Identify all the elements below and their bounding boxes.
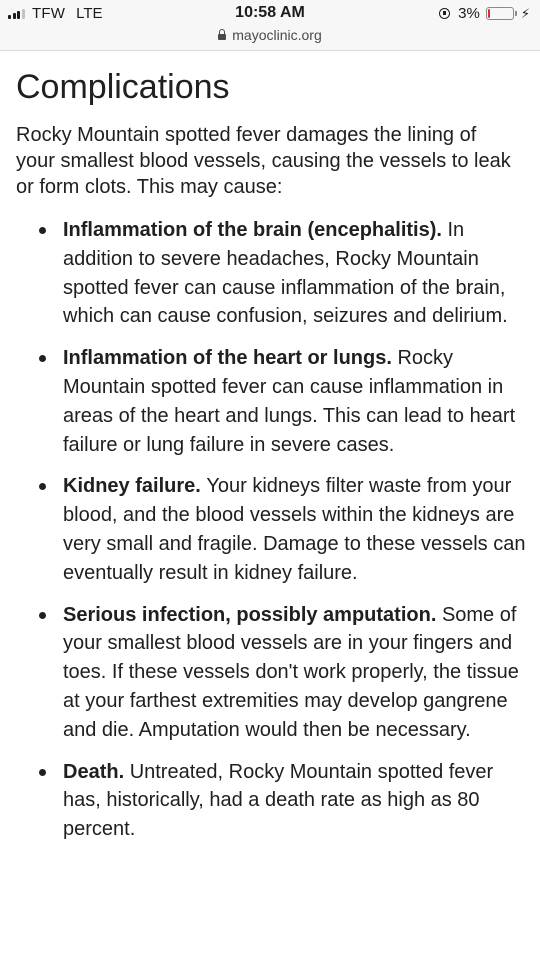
lock-icon (218, 34, 226, 40)
item-title: Inflammation of the brain (encephalitis). (63, 219, 448, 241)
bullet-icon (39, 355, 46, 362)
bullet-icon (39, 612, 46, 619)
item-text: Untreated, Rocky Mountain spotted fever has, historically, had a death rate as high as 80 percent. (63, 760, 494, 841)
item-text: Rocky Mountain spotted fever can cause inflammation in areas of the heart and lungs. This can lead to heart failure or lung failure in severe cases. (63, 347, 516, 456)
item-title: Kidney failure. (63, 475, 207, 498)
article-content (16, 66, 530, 857)
list-item (16, 601, 530, 745)
url-text: mayoclinic.org (232, 27, 322, 43)
item-title: Serious infection, possibly amputation. (63, 603, 442, 626)
status-bar (0, 0, 540, 51)
network-type: LTE (76, 5, 103, 22)
battery-level-fill (488, 9, 490, 18)
bullet-icon (39, 769, 46, 776)
list-item (16, 344, 530, 459)
list-item (16, 758, 530, 844)
list-item (16, 216, 530, 331)
bullet-icon (39, 227, 46, 234)
battery-icon (486, 7, 514, 20)
address-bar[interactable] (0, 27, 540, 43)
item-text: Your kidneys filter waste from your blood, and the blood vessels within the kidneys are very small and fragile. Damage to these vessels can eventually result in kidney failure. (63, 475, 526, 584)
item-title: Inflammation of the heart or lungs. (63, 347, 398, 370)
list-item (16, 472, 530, 587)
intro-paragraph: Rocky Mountain spotted fever damages the lining of your smallest blood vessels, causing the vessels to leak or form clots. This may cause: (16, 124, 511, 198)
orientation-lock-icon (439, 8, 450, 19)
bullet-icon (39, 483, 46, 490)
section-heading: Complications (16, 68, 230, 106)
item-title: Death. (63, 760, 130, 783)
status-right (439, 5, 530, 22)
charging-bolt-icon: ⚡︎ (520, 5, 530, 21)
battery-percent: 3% (458, 5, 480, 22)
status-time: 10:58 AM (235, 4, 305, 21)
complications-list (16, 216, 530, 844)
item-text: In addition to severe headaches, Rocky Mountain spotted fever can cause inflammation of the brain, which can cause confusion, seizures and delirium. (63, 219, 508, 328)
item-text: Some of your smallest blood vessels are in your fingers and toes. If these vessels don't work properly, the tissue at your farthest extremities may develop gangrene and die. Amputation would then be necessary. (63, 603, 519, 741)
carrier-name: TFW (32, 5, 66, 22)
